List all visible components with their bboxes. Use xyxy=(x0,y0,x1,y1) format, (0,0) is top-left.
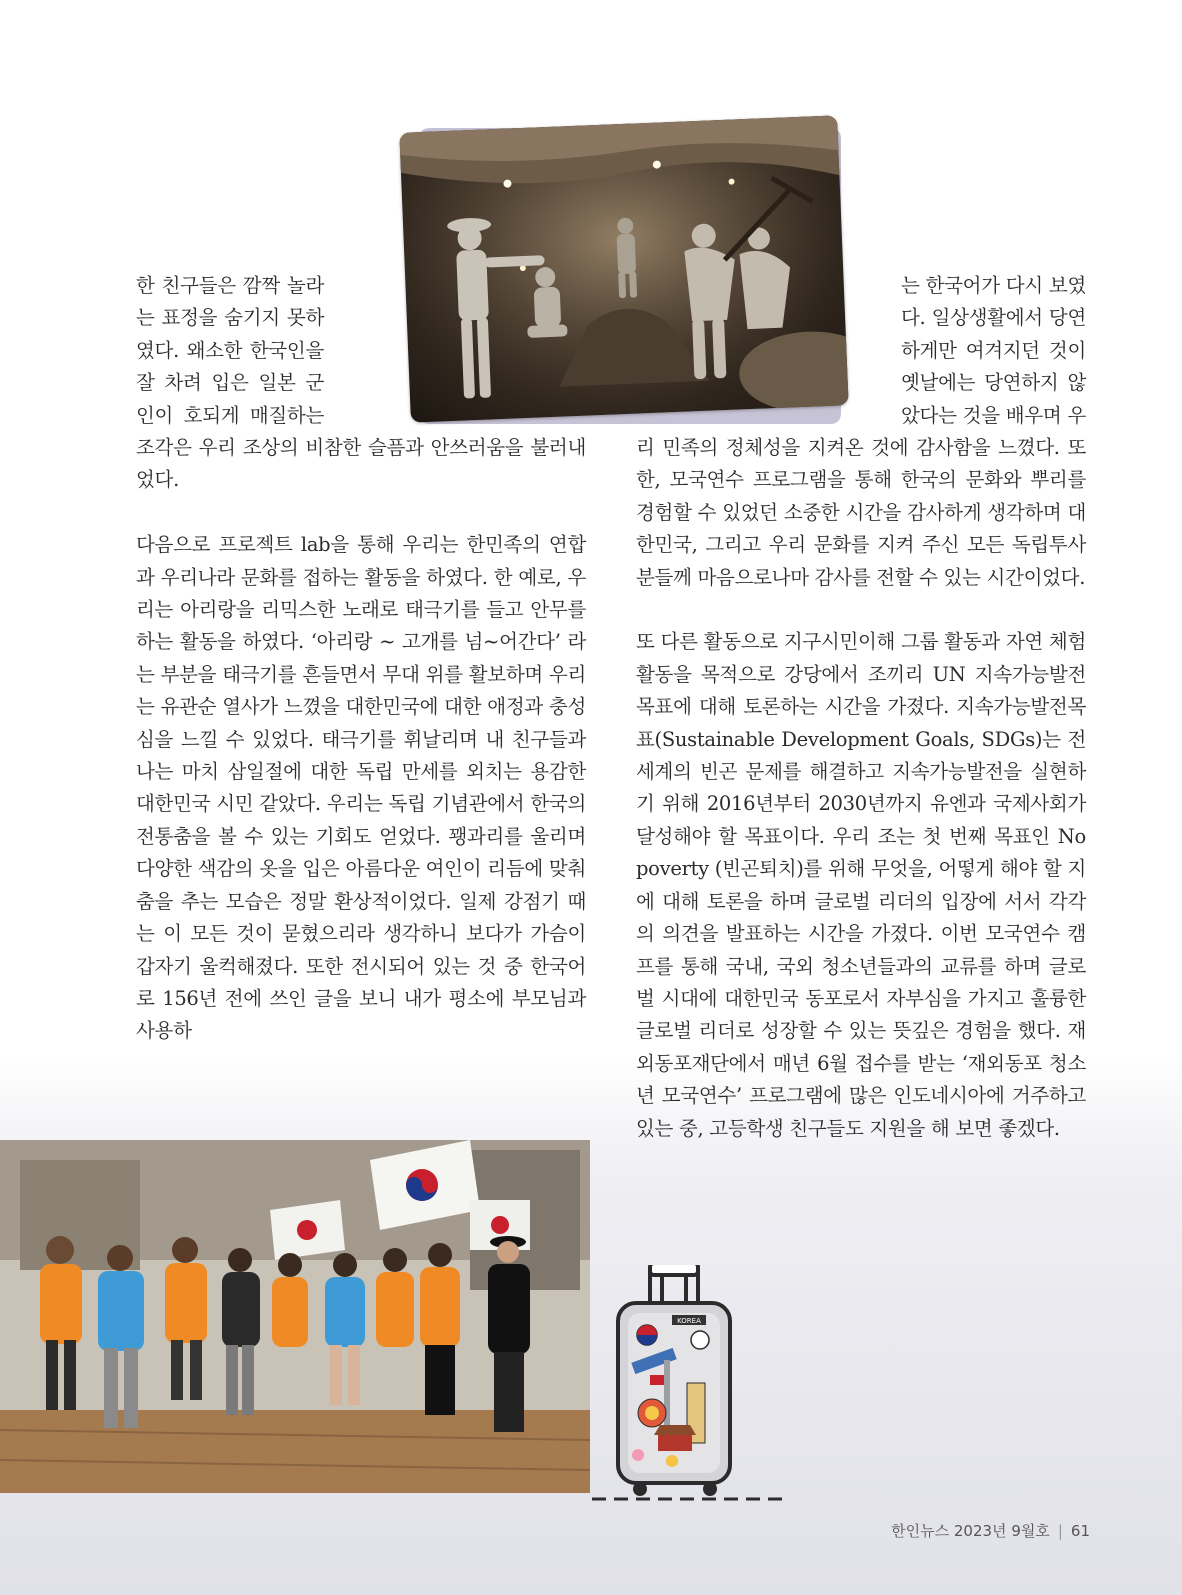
page-footer xyxy=(880,1520,1090,1541)
left-paragraph-2: 다음으로 프로젝트 lab을 통해 우리는 한민족의 연합과 우리나라 문화를 접하는 활동을 하였다. 한 예로, 우리는 아리랑을 리믹스한 노래로 태극기를 들고 안무를 하는 활동을 하였다. ‘아리랑 ~ 고개를 넘~어간다’ 라는 부분을 태극기를 흔들면서 무대 위를 활보하며 우리는 유관순 열사가 느꼈을 대한민국에 대한 애정과 충성심을 느낄 수 있었다. 태극기를 휘날리며 내 친구들과 나는 마치 삼일절에 대한 독립 만세를 외치는 용감한 대한민국 시민 같았다. 우리는 독립 기념관에서 한국의 전통춤을 볼 수 있는 기회도 얻었다. 꽹과리를 울리며 다양한 색감의 옷을 입은 아름다운 여인이 리듬에 맞춰 춤을 추는 모습은 정말 환상적이었다. 일제 강점기 때는 이 모든 것이 묻혔으리라 생각하니 보다가 가슴이 갑자기 울컥해졌다. 또한 전시되어 있는 것 중 한국어로 156년 전에 쓰인 글을 보니 내가 평소에 부모님과 사용하 xyxy=(136,533,586,1043)
suitcase-illustration xyxy=(592,1265,782,1505)
text-wrap-spacer xyxy=(324,270,586,432)
text-wrap-spacer xyxy=(636,270,901,432)
right-text-column xyxy=(636,270,1086,1145)
publication-name: 한인뉴스 2023년 9월호 xyxy=(891,1522,1050,1540)
suitcase-sticker-label: KOREA xyxy=(677,1317,701,1325)
group-photo xyxy=(0,1140,590,1493)
footer-separator: | xyxy=(1057,1522,1063,1540)
left-text-column xyxy=(136,270,586,1048)
right-paragraph-2: 또 다른 활동으로 지구시민이해 그룹 활동과 자연 체험 활동을 목적으로 강당에서 조끼리 UN 지속가능발전목표에 대해 토론하는 시간을 가졌다. 지속가능발전목표(Sustainable Development Goals, SDGs)는 전세계의 빈곤 문제를 해결하고 지속가능발전을 실현하기 위해 2016년부터 2030년까지 유엔과 국제사회가 달성해야 할 목표이다. 우리 조는 첫 번째 목표인 No poverty (빈곤퇴치)를 위해 무엇을, 어떻게 해야 할 지에 대해 토론을 하며 글로벌 리더의 입장에 서서 각각의 의견을 발표하는 시간을 가졌다. 이번 모국연수 캠프를 통해 국내, 국외 청소년들과의 교류를 하며 글로벌 시대에 대한민국 동포로서 자부심을 가지고 훌륭한 글로벌 리더로 성장할 수 있는 뜻깊은 경험을 했다. 재외동포재단에서 매년 6월 접수를 받는 ‘재외동포 청소년 모국연수’ 프로그램에 많은 인도네시아에 거주하고 있는 중, 고등학생 친구들도 지원을 해 보면 좋겠다. xyxy=(636,630,1086,1140)
left-paragraph-1: 한 친구들은 깜짝 놀라는 표정을 숨기지 못하였다. 왜소한 한국인을 잘 차려 입은 일본 군인이 호되게 매질하는 조각은 우리 조상의 비참한 슬픔과 안쓰러움을 불러내었다. xyxy=(136,274,586,492)
right-paragraph-1: 는 한국어가 다시 보였다. 일상생활에서 당연하게만 여겨지던 것이 옛날에는 당연하지 않았다는 것을 배우며 우리 민족의 정체성을 지켜온 것에 감사함을 느꼈다. 또한, 모국연수 프로그램을 통해 한국의 문화와 뿌리를 경험할 수 있었던 소중한 시간을 감사하게 생각하며 대한민국, 그리고 우리 문화를 지켜 주신 모든 독립투사분들께 마음으로나마 감사를 전할 수 있는 시간이었다. xyxy=(636,274,1086,589)
page-number: 61 xyxy=(1070,1522,1090,1540)
